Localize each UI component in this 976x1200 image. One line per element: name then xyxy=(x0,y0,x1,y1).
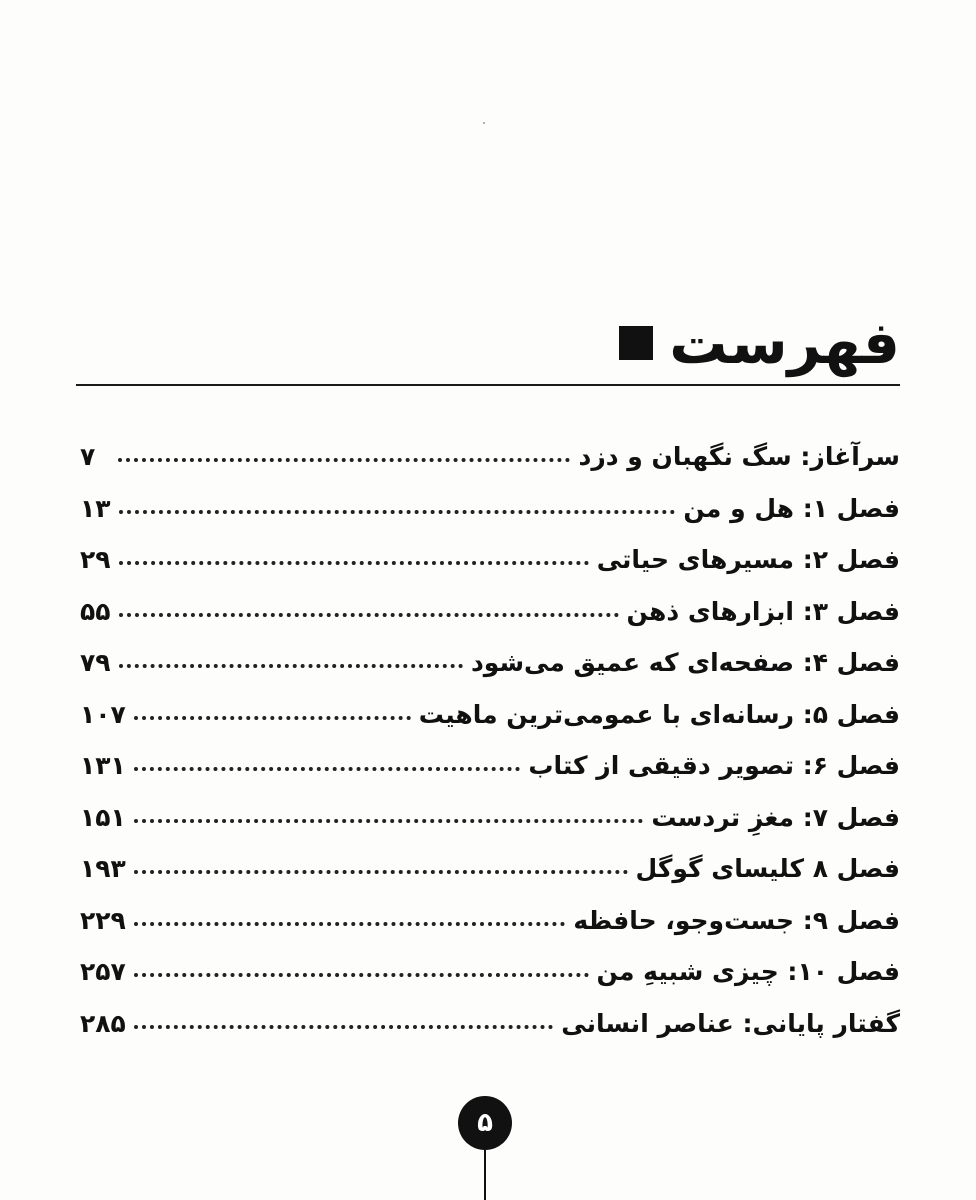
toc-entry-page: ۱۵۱ xyxy=(80,802,126,832)
toc-entry-page: ۲۲۹ xyxy=(80,905,126,935)
toc-entry xyxy=(80,854,900,906)
toc-entry xyxy=(80,597,900,649)
dot-leader xyxy=(119,510,676,514)
toc-entry xyxy=(80,545,900,597)
toc-entry-title: فصل ۲: مسیرهای حیاتی xyxy=(596,545,900,574)
page-number-stem xyxy=(484,1148,486,1200)
toc-entry-page: ۱۹۳ xyxy=(80,854,126,883)
dot-leader xyxy=(134,819,644,823)
dot-leader xyxy=(119,561,589,565)
toc-entry-title: فصل ۱۰: چیزی شبیهِ من xyxy=(596,957,900,986)
page-number: ۵ xyxy=(477,1108,493,1138)
dot-leader xyxy=(134,716,411,720)
table-of-contents xyxy=(80,442,900,1060)
toc-entry-title: گفتار پایانی: عناصر انسانی xyxy=(561,1008,900,1038)
page-title: فهرست xyxy=(669,309,900,377)
toc-heading xyxy=(619,308,900,378)
toc-entry-page: ۱۳۱ xyxy=(80,751,126,780)
toc-entry xyxy=(80,1009,900,1061)
toc-entry-page: ۷۹ xyxy=(80,648,111,677)
toc-entry xyxy=(80,700,900,752)
toc-entry-page: ۱۳ xyxy=(80,493,111,523)
toc-entry-page: ۲۹ xyxy=(80,545,111,574)
toc-entry-title: فصل ۵: رسانه‌ای با عمومی‌ترین ماهیت xyxy=(418,699,900,729)
toc-entry-page: ۲۵۷ xyxy=(80,957,126,986)
toc-entry xyxy=(80,494,900,546)
dot-leader xyxy=(119,613,619,617)
toc-entry-page: ۷ xyxy=(80,442,96,471)
dot-leader xyxy=(118,458,570,462)
toc-entry-title: فصل ۳: ابزارهای ذهن xyxy=(626,596,900,626)
square-bullet-icon xyxy=(619,326,653,360)
toc-entry xyxy=(80,648,900,700)
toc-entry-title: فصل ۴: صفحه‌ای که عمیق می‌شود xyxy=(470,648,900,677)
toc-entry-page: ۲۸۵ xyxy=(80,1008,126,1038)
dot-leader xyxy=(134,1025,554,1029)
toc-entry-title: فصل ۱: هل و من xyxy=(683,493,900,523)
toc-entry-page: ۱۰۷ xyxy=(80,699,126,729)
toc-entry-title: فصل ۹: جست‌وجو، حافظه xyxy=(573,905,900,935)
paper-speck xyxy=(483,122,485,124)
dot-leader xyxy=(134,767,521,771)
toc-entry-title: سرآغاز: سگ نگهبان و دزد xyxy=(578,442,900,471)
toc-entry xyxy=(80,957,900,1009)
toc-entry-title: فصل ۶: تصویر دقیقی از کتاب xyxy=(528,751,900,780)
toc-entry-page: ۵۵ xyxy=(80,596,111,626)
toc-entry-title: فصل ۷: مغزِ تردست xyxy=(651,802,900,832)
heading-divider xyxy=(76,384,900,386)
toc-entry xyxy=(80,906,900,958)
toc-entry-title: فصل ۸ کلیسای گوگل xyxy=(635,854,900,883)
toc-entry xyxy=(80,751,900,803)
dot-leader xyxy=(134,922,566,926)
dot-leader xyxy=(119,664,463,668)
dot-leader xyxy=(134,973,589,977)
page-number-badge xyxy=(458,1096,512,1150)
dot-leader xyxy=(134,870,628,874)
toc-entry xyxy=(80,803,900,855)
toc-entry xyxy=(80,442,900,494)
